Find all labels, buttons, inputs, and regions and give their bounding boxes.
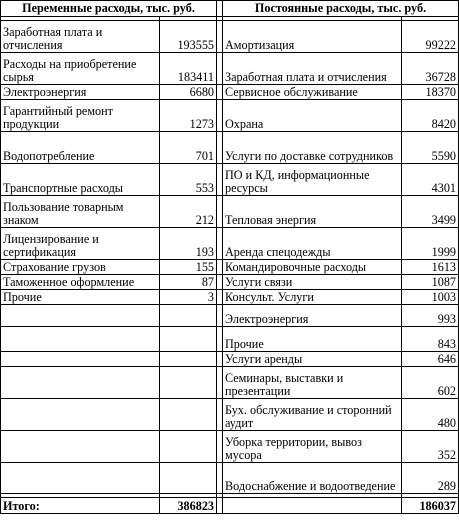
fixed-cost-value: 99222 (402, 21, 459, 53)
fixed-cost-value: 289 (402, 463, 459, 494)
fixed-cost-name: Тепловая энергия (223, 196, 402, 228)
variable-cost-name (1, 367, 160, 399)
variable-cost-name: Транспортные расходы (1, 164, 160, 196)
fixed-cost-name: Услуги связи (223, 275, 402, 290)
variable-cost-value: 6680 (160, 85, 217, 100)
variable-cost-name: Лицензирование и сертификация (1, 228, 160, 260)
total-row (1, 498, 459, 514)
table-row (1, 305, 459, 327)
fixed-cost-value: 4301 (402, 164, 459, 196)
variable-cost-name (1, 327, 160, 352)
fixed-cost-value: 5590 (402, 132, 459, 164)
variable-cost-name: Расходы на приобретение сырья (1, 53, 160, 85)
table-row (1, 132, 459, 164)
table-row (1, 275, 459, 290)
table-row (1, 164, 459, 196)
variable-costs-header: Переменные расходы, тыс. руб. (1, 1, 217, 17)
total-variable-value: 386823 (160, 498, 217, 514)
variable-cost-value (160, 327, 217, 352)
table-row (1, 260, 459, 275)
fixed-cost-value: 602 (402, 367, 459, 399)
fixed-cost-name: Амортизация (223, 21, 402, 53)
table-row (1, 100, 459, 132)
variable-cost-value: 155 (160, 260, 217, 275)
variable-cost-name (1, 463, 160, 494)
fixed-cost-name: ПО и КД, информационные ресурсы (223, 164, 402, 196)
fixed-cost-value: 843 (402, 327, 459, 352)
variable-cost-name (1, 305, 160, 327)
fixed-cost-name: Семинары, выставки и презентации (223, 367, 402, 399)
table-row (1, 290, 459, 305)
fixed-cost-name: Консульт. Услуги (223, 290, 402, 305)
table-row (1, 431, 459, 463)
table-row (1, 21, 459, 53)
fixed-cost-name: Аренда спецодежды (223, 228, 402, 260)
fixed-cost-value: 646 (402, 352, 459, 367)
table-row (1, 367, 459, 399)
table-row (1, 463, 459, 494)
variable-cost-value: 183411 (160, 53, 217, 85)
fixed-cost-name: Прочие (223, 327, 402, 352)
fixed-cost-name: Бух. обслуживание и сторонний аудит (223, 399, 402, 431)
fixed-cost-value: 36728 (402, 53, 459, 85)
variable-cost-name: Электроэнергия (1, 85, 160, 100)
variable-cost-name (1, 399, 160, 431)
fixed-cost-value: 1613 (402, 260, 459, 275)
variable-cost-value: 701 (160, 132, 217, 164)
variable-cost-name (1, 352, 160, 367)
variable-cost-value: 87 (160, 275, 217, 290)
table-row (1, 53, 459, 85)
variable-cost-name: Страхование грузов (1, 260, 160, 275)
variable-cost-name: Пользование товарным знаком (1, 196, 160, 228)
variable-cost-value (160, 399, 217, 431)
fixed-cost-value: 3499 (402, 196, 459, 228)
header-row (1, 1, 459, 17)
variable-cost-value (160, 431, 217, 463)
total-fixed-value: 186037 (402, 498, 459, 514)
variable-cost-value: 3 (160, 290, 217, 305)
fixed-cost-value: 480 (402, 399, 459, 431)
variable-cost-name: Водопотребление (1, 132, 160, 164)
variable-cost-name: Заработная плата и отчисления (1, 21, 160, 53)
fixed-cost-name: Командировочные расходы (223, 260, 402, 275)
variable-cost-value (160, 352, 217, 367)
fixed-cost-name: Услуги по доставке сотрудников (223, 132, 402, 164)
variable-cost-value: 1273 (160, 100, 217, 132)
fixed-cost-name: Электроэнергия (223, 305, 402, 327)
fixed-cost-name: Услуги аренды (223, 352, 402, 367)
total-label: Итого: (1, 498, 160, 514)
table-row (1, 327, 459, 352)
table-row (1, 196, 459, 228)
variable-cost-value: 212 (160, 196, 217, 228)
variable-cost-name: Прочие (1, 290, 160, 305)
variable-cost-value: 553 (160, 164, 217, 196)
variable-cost-name (1, 431, 160, 463)
fixed-cost-value: 8420 (402, 100, 459, 132)
table-row (1, 228, 459, 260)
variable-cost-name: Гарантийный ремонт продукции (1, 100, 160, 132)
variable-cost-value: 193 (160, 228, 217, 260)
fixed-cost-value: 1087 (402, 275, 459, 290)
fixed-cost-name: Сервисное обслуживание (223, 85, 402, 100)
variable-cost-name: Таможенное оформление (1, 275, 160, 290)
total-fixed-spacer (223, 498, 402, 514)
table-row (1, 399, 459, 431)
fixed-cost-name: Заработная плата и отчисления (223, 53, 402, 85)
variable-cost-value (160, 305, 217, 327)
fixed-cost-name: Охрана (223, 100, 402, 132)
fixed-cost-value: 1003 (402, 290, 459, 305)
table-body (1, 17, 459, 514)
table-row (1, 85, 459, 100)
fixed-cost-value: 18370 (402, 85, 459, 100)
table-row (1, 352, 459, 367)
fixed-cost-value: 993 (402, 305, 459, 327)
fixed-cost-value: 352 (402, 431, 459, 463)
variable-cost-value (160, 367, 217, 399)
variable-cost-value: 193555 (160, 21, 217, 53)
fixed-cost-name: Уборка территории, вывоз мусора (223, 431, 402, 463)
variable-cost-value (160, 463, 217, 494)
fixed-cost-name: Водоснабжение и водоотведение (223, 463, 402, 494)
fixed-cost-value: 1999 (402, 228, 459, 260)
fixed-costs-header: Постоянные расходы, тыс. руб. (223, 1, 459, 17)
